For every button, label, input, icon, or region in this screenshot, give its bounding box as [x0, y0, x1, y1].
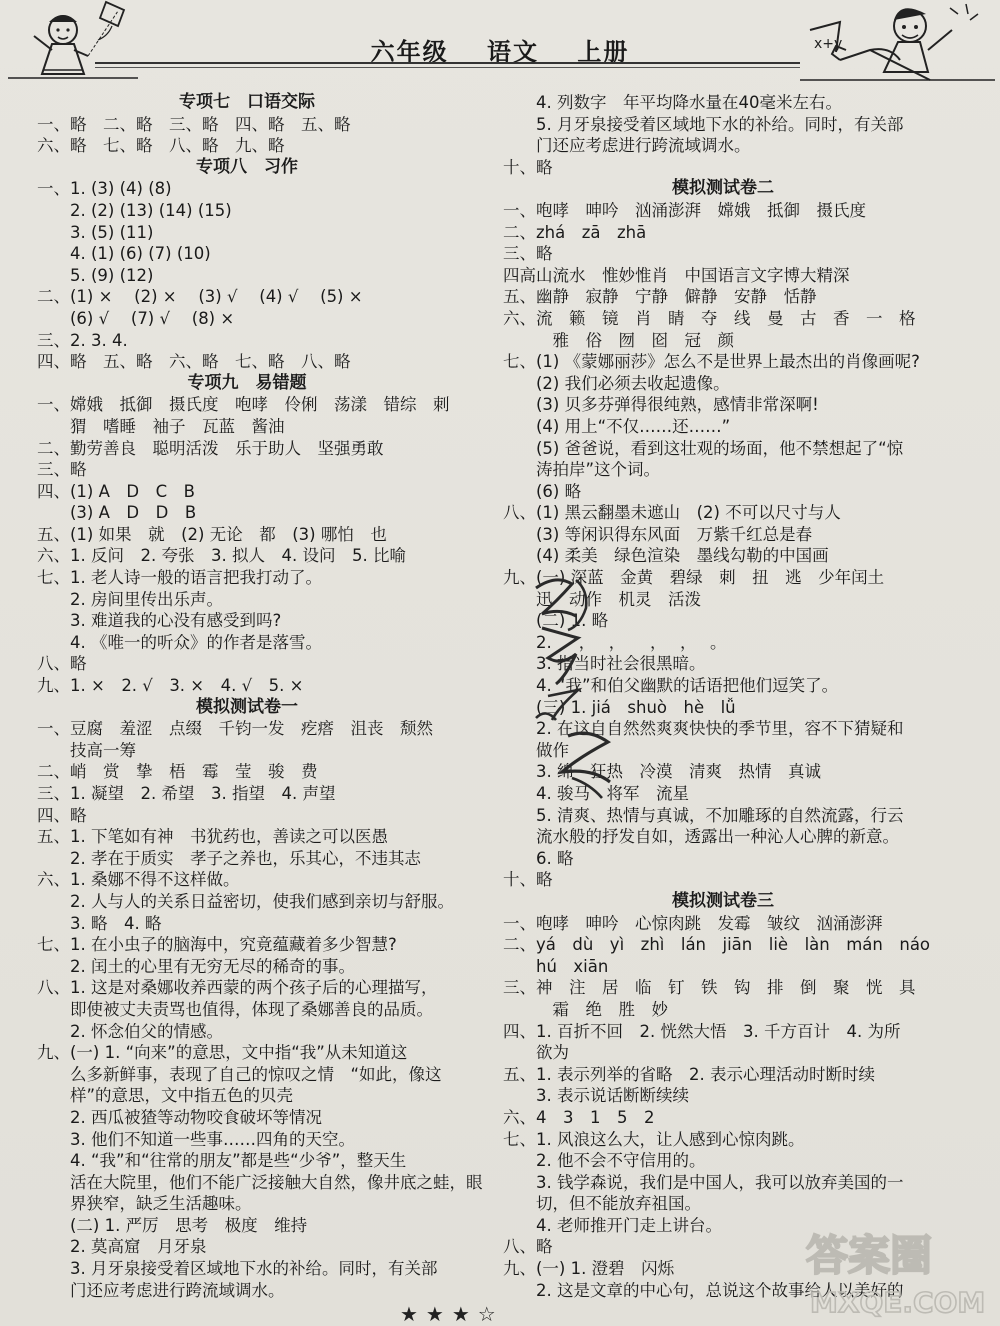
answer-line: 5. (9) (12) [37, 265, 154, 285]
footer-stars: ★★★☆ [400, 1302, 504, 1326]
answer-line: 3. 表示说话断断续续 [503, 1086, 689, 1106]
answer-line: 八、略 [503, 1237, 553, 1257]
answer-line: (6) 略 [503, 481, 582, 501]
answer-line: 五、1. 下笔如有神 书犹药也，善读之可以医愚 [37, 827, 388, 847]
answer-line: 三、略 [37, 460, 87, 480]
answer-line: 四、略 [37, 805, 87, 825]
answer-line: 五、(1) 如果 就 (2) 无论 都 (3) 哪怕 也 [37, 524, 387, 544]
answer-line: 七、1. 风浪这么大，让人感到心惊肉跳。 [503, 1129, 805, 1149]
answer-line: (3) 贝多芬弹得很纯熟，感情非常深啊! [503, 395, 819, 415]
answer-line: 三、1. 凝望 2. 希望 3. 指望 4. 声望 [37, 784, 336, 803]
answer-line: 门还应考虑进行跨流域调水。 [503, 136, 751, 156]
answer-line: 门还应考虑进行跨流域调水。 [37, 1280, 285, 1300]
answer-line: 四、略 五、略 六、略 七、略 八、略 [37, 352, 351, 372]
watermark-logo-icon [790, 1212, 995, 1322]
volume-label: 上册 [577, 38, 630, 66]
watermark-logo-text: 答案圈 [806, 1231, 933, 1280]
answer-line: 二、yá dù yì zhì lán jiān liè làn mán náo [503, 935, 931, 955]
svg-text:x+y: x+y [814, 36, 843, 52]
section-heading: 专项九 易错题 [187, 372, 307, 393]
answer-line: (2) 我们必须去收起遗像。 [503, 373, 730, 393]
answer-line: 三、2. 3. 4. [37, 330, 128, 350]
answer-line: 3. 绵 狂热 冷漠 清爽 热情 真诚 [503, 762, 821, 782]
answer-line: (4) 用上“不仅……还……” [503, 416, 731, 436]
answer-line: (3) A D D B [37, 503, 197, 523]
answer-line: 五、1. 表示列举的省略 2. 表示心理活动时断时续 [503, 1064, 875, 1084]
answer-line: 六、1. 桑娜不得不这样做。 [37, 870, 240, 890]
answer-line: 四、(1) A D C B [37, 481, 195, 501]
answer-line: 九、(一) 1. 澄碧 闪烁 [503, 1259, 675, 1279]
watermark-url: MXQE.COM [810, 1286, 986, 1319]
answer-line: 4. 《唯一的听众》的作者是落雪。 [37, 632, 322, 652]
answer-line: 4. “我”和伯父幽默的话语把他们逗笑了。 [503, 676, 839, 696]
answer-line: 技高一筹 [37, 740, 136, 760]
answer-line: hú xiān [503, 956, 609, 976]
answer-line: 3. 难道我的心没有感受到吗? [37, 611, 282, 631]
answer-line: (3) 等闲识得东风面 万紫千红总是春 [503, 524, 813, 544]
page-header [0, 0, 1000, 90]
answer-line: 3. 略 4. 略 [37, 913, 162, 933]
answer-line: 4. (1) (6) (7) (10) [37, 244, 211, 264]
answer-line: 三、略 [503, 244, 553, 264]
cartoon-boy-hobbyhorse-icon [800, 0, 995, 85]
answers-left-column [37, 92, 497, 1301]
answer-line: 2. 莫高窟 月牙泉 [37, 1237, 207, 1257]
section-heading: 专项八 习作 [196, 156, 298, 177]
answer-line: 2. 怀念伯父的情感。 [37, 1021, 223, 1041]
answer-line: 一、咆哮 呻吟 心惊肉跳 发霉 皱纹 汹涌澎湃 [503, 913, 883, 933]
answer-line: 二、峭 赏 挚 梧 霉 莹 骏 费 [37, 762, 318, 782]
header-rule-thin [95, 67, 800, 68]
answer-line: 猬 嗜睡 袖子 瓦蓝 酱油 [37, 416, 285, 436]
answer-line: 活在大院里，他们不能广泛接触大自然，像井底之蛙，眼 [37, 1172, 483, 1192]
answer-line: 4. 列数字 年平均降水量在40毫米左右。 [503, 93, 842, 112]
answer-line: 2. 闰土的心里有无穷无尽的稀奇的事。 [37, 956, 355, 976]
answer-line: 样”的意思，文中指五色的贝壳 [37, 1086, 294, 1106]
answer-line: 六、流 籁 镜 肖 睛 夺 线 曼 古 香 一 格 [503, 308, 916, 328]
answer-line: 3. (5) (11) [37, 222, 154, 242]
answer-line: (4) 柔美 绿色渲染 墨线勾勒的中国画 [503, 546, 829, 566]
answer-line: 2. 房间里传出乐声。 [37, 589, 223, 609]
answer-line: 4. 老师推开门走上讲台。 [503, 1215, 722, 1235]
answer-line: 做作 [503, 740, 569, 760]
answer-line: 2. (2) (13) (14) (15) [37, 200, 232, 220]
answer-line: 五、幽静 寂静 宁静 僻静 安静 恬静 [503, 287, 817, 307]
subject-label: 语文 [487, 38, 539, 66]
answer-line: (二) 1. 严厉 思考 极度 维持 [37, 1215, 308, 1235]
answer-line: 八、略 [37, 654, 87, 674]
answer-line: 一、咆哮 呻吟 汹涌澎湃 嫦娥 抵御 摄氏度 [503, 200, 866, 220]
answer-line: 三、神 注 居 临 钉 铁 钩 排 倒 聚 恍 具 [503, 978, 916, 998]
answer-line: (二) 1. 略 [503, 611, 609, 631]
answer-line: 七、(1) 《蒙娜丽莎》怎么不是世界上最杰出的肖像画呢? [503, 352, 920, 372]
section-heading: 模拟测试卷三 [672, 890, 774, 911]
answer-line: 六、略 七、略 八、略 九、略 [37, 136, 285, 156]
answer-line: 2. 孝在于质实 孝子之养也，乐其心，不违其志 [37, 848, 421, 868]
answer-line: 2. 在这自自然然爽爽快快的季节里，容不下猜疑和 [503, 719, 904, 739]
answer-line: 八、1. 这是对桑娜收养西蒙的两个孩子后的心理描写， [37, 978, 438, 998]
answer-line: 十、略 [503, 157, 553, 177]
answer-line: 4. “我”和“往常的朋友”都是些“少爷”，整天生 [37, 1151, 407, 1171]
answer-line: 界狭窄，缺乏生活趣味。 [37, 1194, 252, 1214]
answer-line: 一、嫦娥 抵御 摄氏度 咆哮 伶俐 荡漾 错综 刺 [37, 395, 450, 415]
answer-line: 流水般的抒发自如，透露出一种沁人心脾的新意。 [503, 827, 899, 847]
answer-line: 四高山流水 惟妙惟肖 中国语言文字博大精深 [503, 265, 850, 285]
answer-line: 欲为 [503, 1043, 569, 1063]
answer-line: 九、1. × 2. √ 3. × 4. √ 5. × [37, 676, 304, 696]
answer-line: 六、4 3 1 5 2 [503, 1107, 655, 1127]
answer-line: 3. 钱学森说，我们是中国人，我可以放弃美国的一 [503, 1172, 904, 1192]
answer-line: 2. 人与人的关系日益密切，使我们感到亲切与舒服。 [37, 891, 454, 911]
answer-line: 二、勤劳善良 聪明活泼 乐于助人 坚强勇敢 [37, 438, 384, 458]
section-heading: 专项七 口语交际 [179, 92, 315, 112]
answer-line: (三) 1. jiá shuò hè lǚ [503, 697, 736, 717]
answer-line: 九、(一) 1. “向来”的意思，文中指“我”从未知道这 [37, 1043, 408, 1063]
answer-line: 3. 指当时社会很黑暗。 [503, 654, 706, 674]
answer-line: 5. 清爽、热情与真诚，不加雕琢的自然流露，行云 [503, 805, 904, 825]
answer-line: (5) 爸爸说，看到这壮观的场面，他不禁想起了“惊 [503, 438, 904, 458]
answer-line: 二、(1) × (2) × (3) √ (4) √ (5) × [37, 287, 363, 307]
answer-line: 2. 西瓜被猹等动物咬食破坏等情况 [37, 1107, 322, 1127]
answer-line: 六、1. 反问 2. 夸张 3. 拟人 4. 设问 5. 比喻 [37, 546, 406, 566]
answer-line: 四、1. 百折不回 2. 恍然大悟 3. 千方百计 4. 为所 [503, 1021, 901, 1041]
answer-line: 八、(1) 黑云翻墨未遮山 (2) 不可以尺寸与人 [503, 503, 841, 523]
answer-line: 4. 骏马 将军 流星 [503, 784, 689, 803]
answer-line: 么多新鲜事，表现了自己的惊叹之情 “如此，像这 [37, 1064, 442, 1084]
answer-line: 3. 月牙泉接受着区域地下水的补给。同时，有关部 [37, 1259, 438, 1279]
grade-label: 六年级 [370, 38, 449, 66]
answer-line: 2. 这是文章的中心句，总说这个故事给人以美好的 [503, 1280, 904, 1300]
section-heading: 模拟测试卷二 [672, 178, 774, 199]
answer-line: 一、豆腐 羞涩 点缀 千钧一发 疙瘩 沮丧 颓然 [37, 719, 433, 739]
answer-line: 2. 他不会不守信用的。 [503, 1151, 706, 1171]
answer-line: 二、zhá zā zhā [503, 222, 647, 242]
answer-line: 霜 绝 胜 妙 [503, 999, 668, 1019]
answer-line: 5. 月牙泉接受着区域地下水的补给。同时，有关部 [503, 114, 904, 134]
answer-line: 一、1. (3) (4) (8) [37, 179, 172, 199]
answers-right-column [503, 92, 973, 1301]
header-rule [95, 62, 800, 64]
answer-line: 3. 他们不知道一些事……四角的天空。 [37, 1129, 355, 1149]
answer-line: 九、(一) 深蓝 金黄 碧绿 刺 扭 逃 少年闰土 [503, 568, 885, 588]
answer-line: 6. 略 [503, 848, 574, 868]
answer-line: 切，但不能放弃祖国。 [503, 1194, 701, 1214]
answer-line: 一、略 二、略 三、略 四、略 五、略 [37, 114, 351, 134]
answer-line: 七、1. 老人诗一般的语言把我打动了。 [37, 568, 322, 588]
answer-line: 涛拍岸”这个词。 [503, 460, 661, 480]
answer-line: 七、1. 在小虫子的脑海中，究竟蕴藏着多少智慧? [37, 935, 397, 955]
answer-line: 迅 动作 机灵 活泼 [503, 589, 701, 609]
answer-line: 十、略 [503, 870, 553, 890]
answer-line: 雅 俗 囫 囵 冠 颜 [503, 330, 734, 350]
section-heading: 模拟测试卷一 [196, 696, 298, 717]
answer-line: (6) √ (7) √ (8) × [37, 308, 235, 328]
answer-line: 即使被丈夫责骂也值得，体现了桑娜善良的品质。 [37, 999, 433, 1019]
watermark [790, 1212, 995, 1322]
answer-line: 2. ， ， ， ， 。 [503, 632, 727, 652]
